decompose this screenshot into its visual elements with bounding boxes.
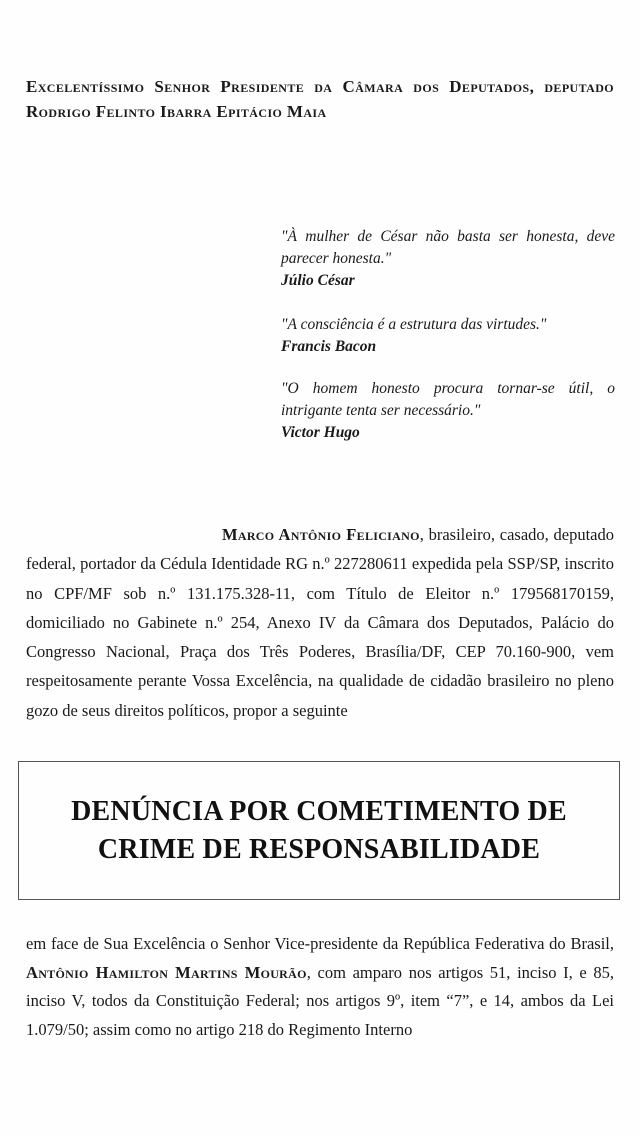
petitioner-details: , brasileiro, casado, deputado federal, portador da Cédula Identidade RG n.º 227280611 expedida pela SSP/SP, inscrito no CPF/MF sob n.º 131.175.328-11, com Título de Eleitor n.º 179568170159, domiciliado no Gabinete n.º 254, Anexo IV da Câmara dos Deputados, Palácio do Congresso Nacional, Praça dos Três Poderes, Brasília/DF, CEP 70.160-900, vem respeitosamente perante Vossa Excelência, na qualidade de cidadão brasileiro no pleno gozo de seus direitos políticos, propor a seguinte <box>26 525 614 720</box>
accused-paragraph <box>26 930 614 1044</box>
epigraph-3 <box>281 378 615 444</box>
accused-name: Antônio Hamilton Martins Mourão <box>26 962 307 982</box>
epigraph-author: Victor Hugo <box>281 424 360 441</box>
document-title-line-2: CRIME DE RESPONSABILIDADE <box>97 833 541 865</box>
petitioner-paragraph <box>26 520 614 725</box>
addressee-heading: Excelentíssimo Senhor Presidente da Câmara dos Deputados, deputado Rodrigo Felinto Ibarra Epitácio Maia <box>26 77 614 121</box>
epigraph-1 <box>281 226 615 292</box>
accused-legal-basis: , com amparo nos artigos 51, inciso I, e 85, inciso V, todos da Constituição Federal; nos artigos 9º, item “7”, e 14, ambos da Lei 1.079/50; assim como no artigo 218 do Regimento Interno <box>26 962 614 1039</box>
document-title <box>71 793 567 869</box>
epigraph-2 <box>281 314 615 358</box>
epigraph-author: Francis Bacon <box>281 338 377 355</box>
document-title-box <box>18 761 620 900</box>
epigraph-text: "À mulher de César não basta ser honesta, deve parecer honesta." <box>281 228 615 267</box>
epigraph-text: "A consciência é a estrutura das virtudes." <box>281 316 547 333</box>
accused-intro: em face de Sua Excelência o Senhor Vice-presidente da República Federativa do Brasil, <box>26 934 614 953</box>
petitioner-name: Marco Antônio Feliciano <box>222 525 420 544</box>
epigraph-text: "O homem honesto procura tornar-se útil, o intrigante tenta ser necessário." <box>281 380 615 419</box>
epigraph-author: Júlio César <box>281 272 355 289</box>
document-title-line-1: DENÚNCIA POR COMETIMENTO DE <box>71 795 567 827</box>
